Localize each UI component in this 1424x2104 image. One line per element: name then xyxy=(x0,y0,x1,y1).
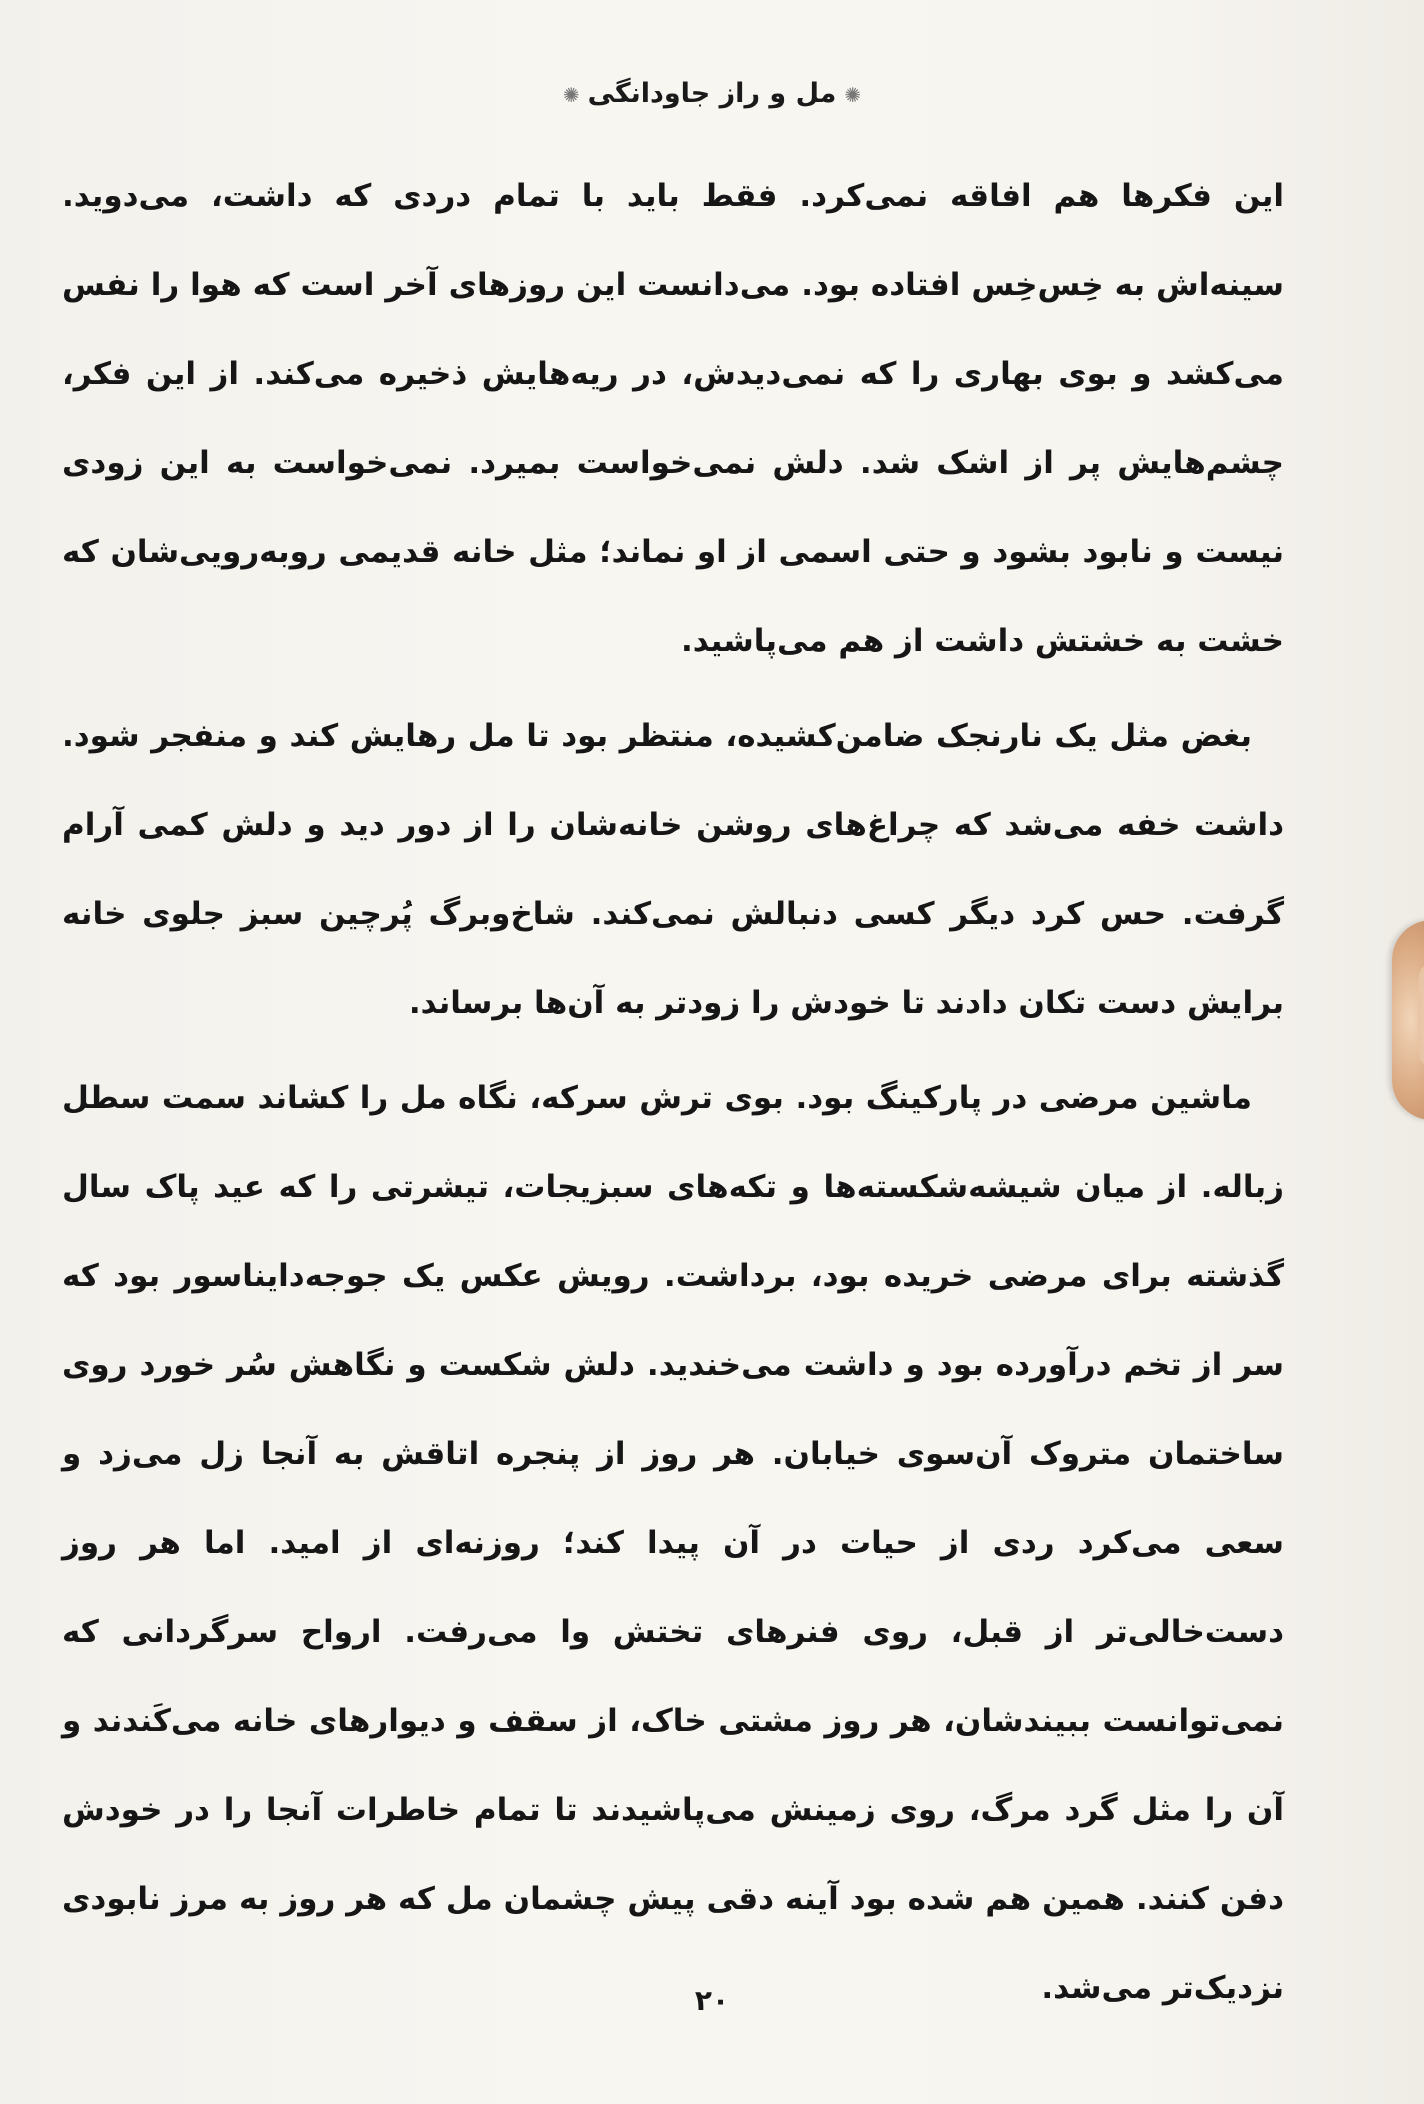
flower-ornament-icon: ✺ xyxy=(562,82,580,107)
paragraph-3: ماشین مرضی در پارکینگ بود. بوی ترش سرکه، نگاه مل را کشاند سمت سطل زباله. از میان شیشه‌شکسته‌ها و تکه‌های سبزیجات، تیشرتی را که عید پاک سال گذشته برای مرضی خریده بود، برداشت. رویش عکس یک جوجه‌دایناسور بود که سر از تخم درآورده بود و داشت می‌خندید. دلش شکست و نگاهش سُر خورد روی ساختمان متروک آن‌سوی خیابان. هر روز از پنجره اتاقش به آنجا زل می‌زد و سعی می‌کرد ردی از حیات در آن پیدا کند؛ روزنه‌ای از امید. اما هر روز دست‌خالی‌تر از قبل، روی فنرهای تختش وا می‌رفت. ارواح سرگردانی که نمی‌توانست ببیندشان، هر روز مشتی خاک، از سقف و دیوارهای خانه می‌کَندند و آن را مثل گرد مرگ، روی زمینش می‌پاشیدند تا تمام خاطرات آنجا را در خودش دفن کنند. همین هم شده بود آینه دقی پیش چشمان مل که هر روز به مرز نابودی نزدیک‌تر می‌شد. xyxy=(62,1080,1284,2006)
paragraph-1: این فکرها هم افاقه نمی‌کرد. فقط باید با تمام دردی که داشت، می‌دوید. سینه‌اش به خِس‌خِس افتاده بود. می‌دانست این روزهای آخر است که هوا را نفس می‌کشد و بوی بهاری را که نمی‌دیدش، در ریه‌هایش ذخیره می‌کند. از این فکر، چشم‌هایش پر از اشک شد. دلش نمی‌خواست بمیرد. نمی‌خواست به این زودی نیست و نابود بشود و حتی اسمی از او نماند؛ مثل خانه قدیمی روبه‌رویی‌شان که خشت به خشتش داشت از هم می‌پاشید. xyxy=(62,178,1284,659)
thumbnail-highlight xyxy=(1418,960,1424,1070)
paragraph-2: بغض مثل یک نارنجک ضامن‌کشیده، منتظر بود تا مل رهایش کند و منفجر شود. داشت خفه می‌شد که چراغ‌های روشن خانه‌شان را از دور دید و دلش کمی آرام گرفت. حس کرد دیگر کسی دنبالش نمی‌کند. شاخ‌وبرگ پُرچین سبز جلوی خانه برایش دست تکان دادند تا خودش را زودتر به آن‌ها برساند. xyxy=(62,718,1284,1021)
page-number: ۲۰ xyxy=(694,1984,730,2017)
body-text xyxy=(62,152,1284,2039)
running-header xyxy=(0,78,1424,109)
flower-ornament-icon: ✺ xyxy=(844,82,862,107)
header-title: مل و راز جاودانگی xyxy=(587,78,837,109)
